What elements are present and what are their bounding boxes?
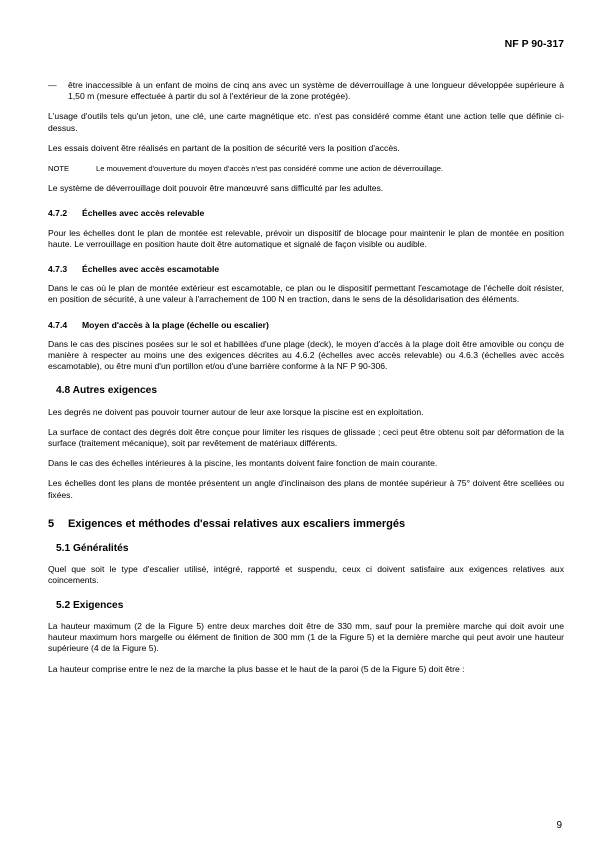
note xyxy=(48,163,564,174)
section-heading-4-8: 4.8 Autres exigences xyxy=(56,385,157,397)
document-reference: NF P 90-317 xyxy=(504,38,564,50)
paragraph: Les degrés ne doivent pas pouvoir tourner autour de leur axe lorsque la piscine est en exploitation. xyxy=(48,406,424,417)
section-number: 5 xyxy=(48,517,55,530)
paragraph: Les essais doivent être réalisés en partant de la position de sécurité vers la position d'accès. xyxy=(48,142,400,153)
section-title: Exigences et méthodes d'essai relatives aux escaliers immergés xyxy=(68,517,406,530)
note-text: Le mouvement d'ouverture du moyen d'accès n'est pas considéré comme une action de déverrouillage. xyxy=(96,164,444,174)
section-heading-4-7-4 xyxy=(48,320,564,331)
paragraph: La surface de contact des degrés doit être conçue pour limiter les risques de glissade ; ceci peut être obtenu soit par déformation de la surface (traitement mécanique), soit par revêtement de matériaux différents. xyxy=(48,426,564,449)
section-number: 4.7.3 xyxy=(48,264,68,275)
section-heading-5-2: 5.2 Exigences xyxy=(56,599,124,611)
section-heading-4-7-2 xyxy=(48,208,564,219)
section-heading-4-7-3 xyxy=(48,264,564,275)
section-number: 4.7.4 xyxy=(48,319,68,330)
paragraph: Dans le cas où le plan de montée extérieur est escamotable, ce plan ou le dispositif permettant l'escamotage de l'échelle doit résister, en position de sécurité, à une valeur à l'arrachement de 100 N en traction, dans le sens de la désolidarisation des éléments. xyxy=(48,283,564,305)
paragraph: La hauteur comprise entre le nez de la marche la plus basse et le haut de la paroi (5 de la Figure 5) doit être : xyxy=(48,663,465,674)
paragraph: La hauteur maximum (2 de la Figure 5) entre deux marches doit être de 330 mm, sauf pour la première marche qui doit avoir une hauteur maximum hors margelle ou élément de finition de 300 mm (1 de la Figure 5) et la dernière marche qui peut avoir une hauteur supérieure (4 de la Figure 5). xyxy=(48,620,564,654)
section-title: Moyen d'accès à la plage (échelle ou escalier) xyxy=(82,319,269,330)
paragraph: Dans le cas des piscines posées sur le sol et habillées d'une plage (deck), le moyen d'accès à la plage doit être amovible ou conçu de manière à respecter au moins une des exigences décrites au 4.6.2 (échelles avec accès relevable) ou 4.6.3 (échelles avec accès escamotable), ou être muni d'un portillon et/ou d'une barrière conforme à la NF P 90-306. xyxy=(48,338,564,372)
note-label: NOTE xyxy=(48,164,70,174)
section-title: Échelles avec accès escamotable xyxy=(82,264,220,275)
list-item xyxy=(48,80,564,102)
paragraph: Quel que soit le type d'escalier utilisé, intégré, rapporté et suspendu, ceux ci doivent satisfaire aux exigences relatives aux coincements. xyxy=(48,564,564,586)
section-title: Échelles avec accès relevable xyxy=(82,208,205,219)
section-heading-5-1: 5.1 Généralités xyxy=(56,543,129,555)
section-heading-5 xyxy=(48,519,564,530)
section-number: 4.7.2 xyxy=(48,208,68,219)
paragraph: L'usage d'outils tels qu'un jeton, une clé, une carte magnétique etc. n'est pas considéré comme étant une action telle que définie ci-dessus. xyxy=(48,111,564,133)
paragraph: Les échelles dont les plans de montée présentent un angle d'inclinaison des plans de montée supérieur à 75° doivent être scellées ou fixées. xyxy=(48,478,564,500)
document-body xyxy=(48,80,564,684)
list-item-text: être inaccessible à un enfant de moins de cinq ans avec un système de déverrouillage à une longueur développée supérieure à 1,50 m (mesure effectuée à partir du sol à l'extérieur de la zone protégée). xyxy=(68,80,564,102)
dash-bullet: — xyxy=(48,80,57,90)
page-number: 9 xyxy=(556,820,562,831)
paragraph: Dans le cas des échelles intérieures à la piscine, les montants doivent faire fonction de main courante. xyxy=(48,458,438,469)
paragraph: Le système de déverrouillage doit pouvoir être manœuvré sans difficulté par les adultes. xyxy=(48,183,384,194)
paragraph: Pour les échelles dont le plan de montée est relevable, prévoir un dispositif de blocage pour maintenir le plan de montée en position haute. Le verrouillage en position haute doit être automatique et signalé de façon visible ou audible. xyxy=(48,227,564,249)
